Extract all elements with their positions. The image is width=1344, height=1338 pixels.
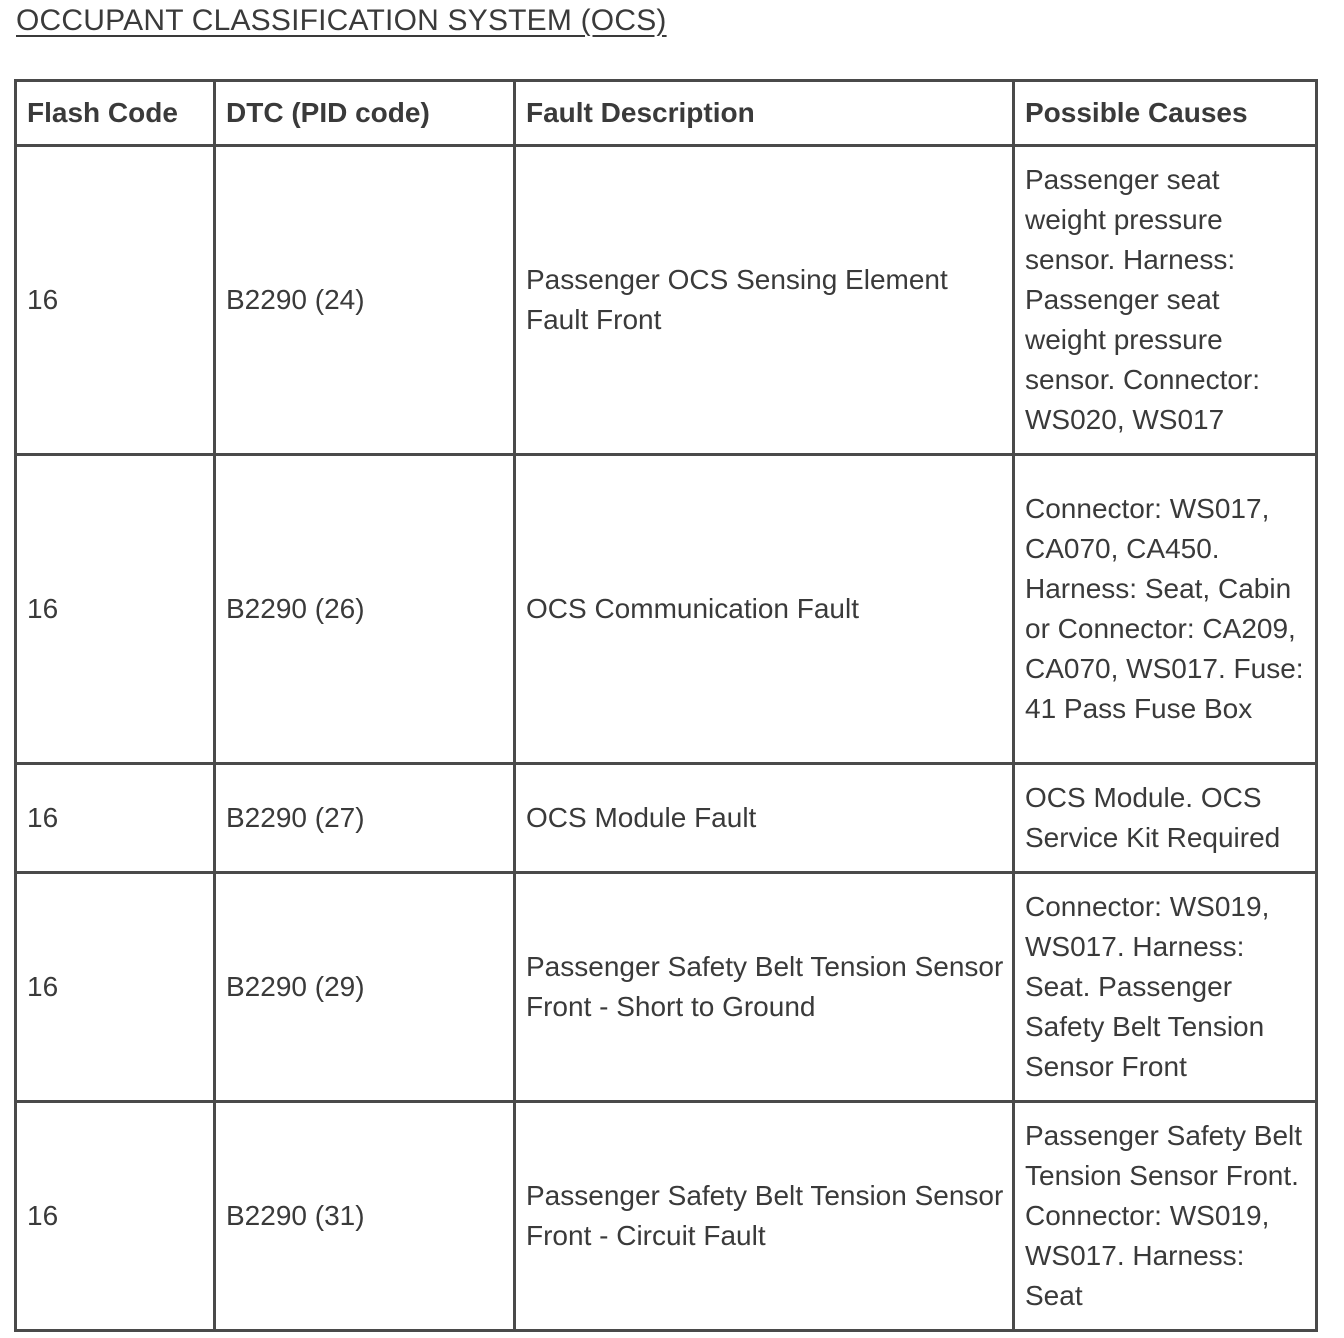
cell-possible-causes: Connector: WS017, CA070, CA450. Harness: Seat, Cabin or Connector: CA209, CA070, WS017. Fuse: 41 Pass Fuse Box: [1014, 455, 1317, 764]
cell-flash-code: 16: [16, 764, 215, 873]
cell-flash-code: 16: [16, 873, 215, 1102]
cell-fault-description: OCS Communication Fault: [515, 455, 1014, 764]
cell-dtc: B2290 (26): [215, 455, 515, 764]
cell-flash-code: 16: [16, 1102, 215, 1331]
table-header-row: [16, 81, 1317, 146]
cell-dtc: B2290 (24): [215, 146, 515, 455]
cell-fault-description: Passenger Safety Belt Tension Sensor Front - Short to Ground: [515, 873, 1014, 1102]
cell-possible-causes: OCS Module. OCS Service Kit Required: [1014, 764, 1317, 873]
table-row: [16, 146, 1317, 455]
cell-fault-description: Passenger Safety Belt Tension Sensor Front - Circuit Fault: [515, 1102, 1014, 1331]
header-flash-code: Flash Code: [16, 81, 215, 146]
cell-fault-description: OCS Module Fault: [515, 764, 1014, 873]
cell-dtc: B2290 (29): [215, 873, 515, 1102]
header-fault-description: Fault Description: [515, 81, 1014, 146]
table-row: [16, 1102, 1317, 1331]
header-possible-causes: Possible Causes: [1014, 81, 1317, 146]
table-row: [16, 764, 1317, 873]
cell-possible-causes: Passenger seat weight pressure sensor. Harness: Passenger seat weight pressure sensor. Connector: WS020, WS017: [1014, 146, 1317, 455]
table-row: [16, 455, 1317, 764]
dtc-table: [14, 79, 1318, 1332]
cell-fault-description: Passenger OCS Sensing Element Fault Front: [515, 146, 1014, 455]
table-row: [16, 873, 1317, 1102]
cell-possible-causes: Passenger Safety Belt Tension Sensor Front. Connector: WS019, WS017. Harness: Seat: [1014, 1102, 1317, 1331]
page-title: OCCUPANT CLASSIFICATION SYSTEM (OCS): [16, 4, 667, 37]
cell-dtc: B2290 (31): [215, 1102, 515, 1331]
cell-flash-code: 16: [16, 146, 215, 455]
header-dtc: DTC (PID code): [215, 81, 515, 146]
cell-flash-code: 16: [16, 455, 215, 764]
cell-dtc: B2290 (27): [215, 764, 515, 873]
cell-possible-causes: Connector: WS019, WS017. Harness: Seat. Passenger Safety Belt Tension Sensor Front: [1014, 873, 1317, 1102]
